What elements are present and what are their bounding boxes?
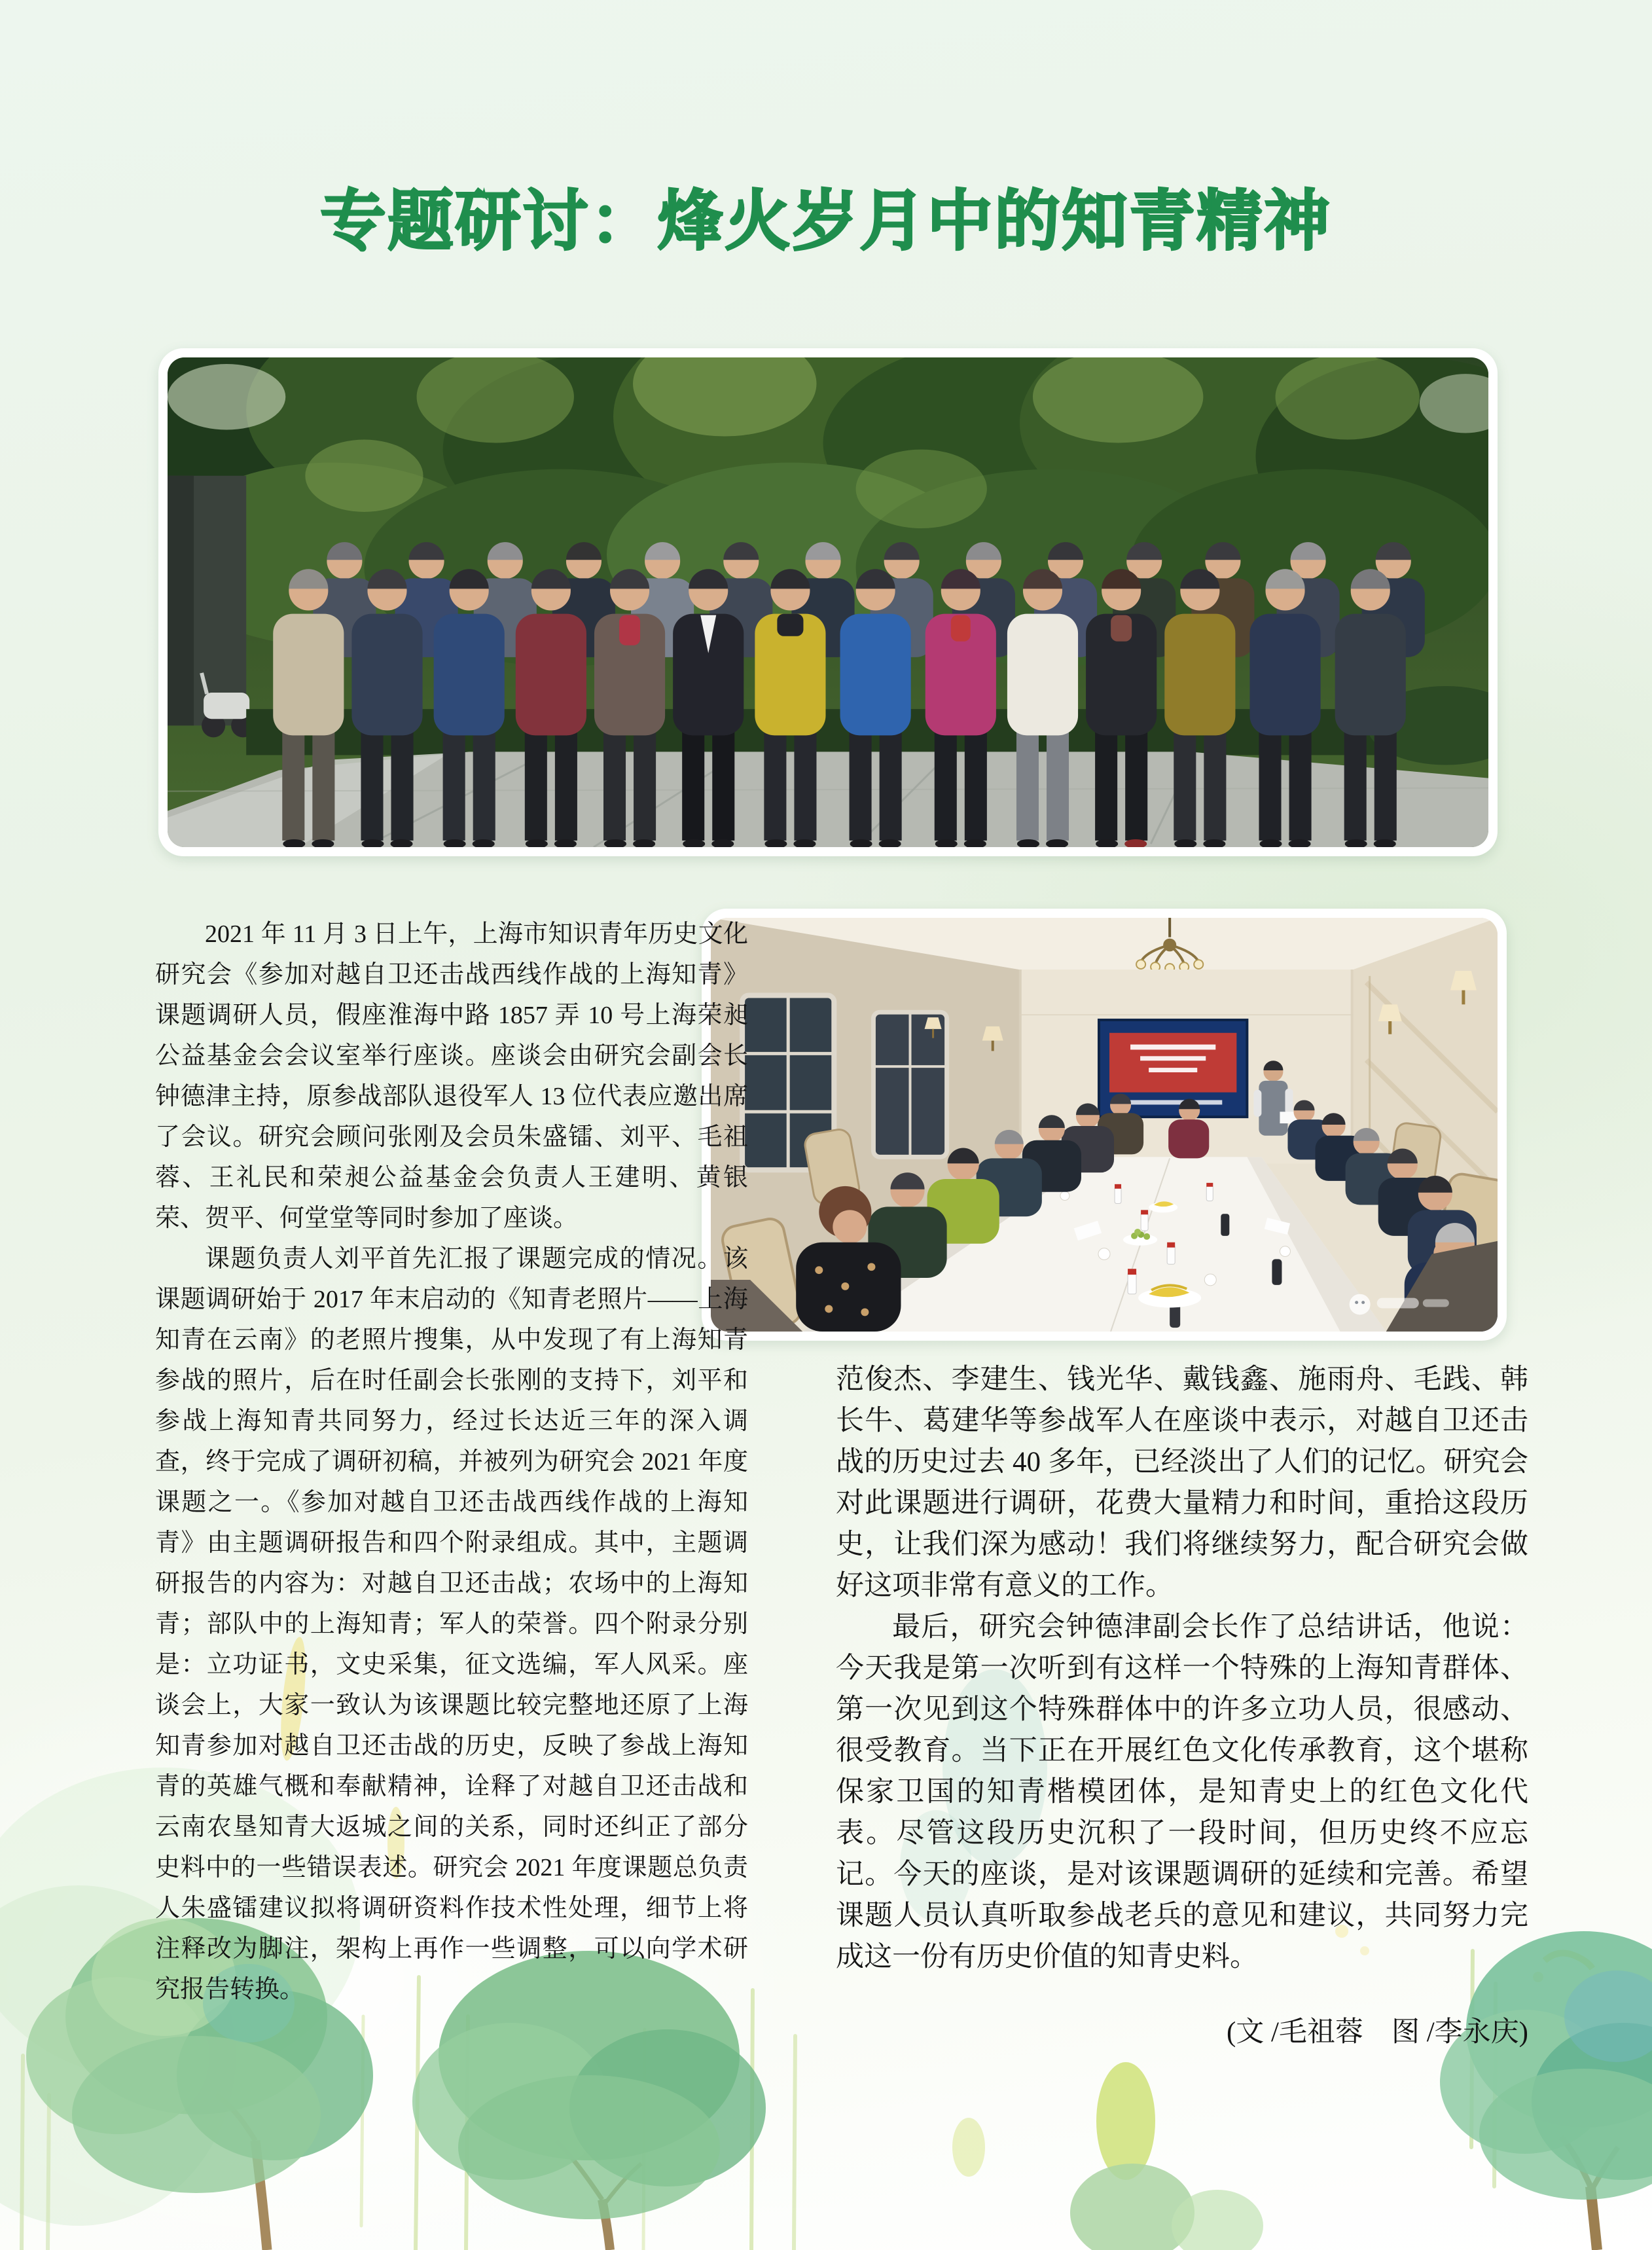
building-and-scooter bbox=[168, 476, 255, 738]
meeting-photo-frame bbox=[711, 918, 1498, 1332]
group-photo bbox=[158, 348, 1498, 856]
paragraph-project-report: 课题负责人刘平首先汇报了课题完成的情况。该课题调研始于 2017 年末启动的《知青老照片——上海知青在云南》的老照片搜集，从中发现了有上海知青参战的照片，后在时任副会长张刚的支持下，刘平和参战上海知青共同努力，经过长达近三年的深入调查，终于完成了调研初稿，并被列为研究会 2021 年度课题之一。《参加对越自卫还击战西线作战的上海知青》由主题调研报告和四个附录组成。其中，主题调研报告的内容为：对越自卫还击战；农场中的上海知青；部队中的上海知青；军人的荣誉。四个附录分别是：立功证书，文史采集，征文选编，军人风采。座谈会上，大家一致认为该课题比较完整地还原了上海知青参加对越自卫还击战的历史，反映了参战上海知青的英雄气概和奉献精神，诠释了对越自卫还击战和云南农垦知青大返城之间的关系，同时还纠正了部分史料中的一些错误表述。研究会 2021 年度课题总负责人朱盛镭建议拟将调研资料作技术性处理，细节上将注释改为脚注，架构上再作一些调整，可以向学术研究报告转换。 bbox=[155, 1245, 748, 2003]
byline: (文 /毛祖蓉 图 /李永庆) bbox=[1226, 2017, 1528, 2048]
paragraph-closing-speech: 最后，研究会钟德津副会长作了总结讲话，他说：今天我是第一次听到有这样一个特殊的上海知青群体、第一次见到这个特殊群体中的许多立功人员，很感动、很受教育。当下正在开展红色文化传承教育，这个堪称保家卫国的知青楷模团体，是知青史上的红色文化代表。尽管这段历史沉积了一段时间，但历史终不应忘记。今天的座谈，是对该课题调研的延续和完善。希望课题人员认真听取参战老兵的意见和建议，共同努力完成这一份有历史价值的知青史料。 bbox=[836, 1612, 1528, 1972]
article-right-column bbox=[836, 1359, 1528, 2053]
article-left-column bbox=[155, 914, 748, 2010]
group-photo-art bbox=[168, 357, 1488, 847]
group-photo-frame bbox=[168, 357, 1488, 847]
meeting-photo bbox=[702, 909, 1507, 1341]
paragraph-meeting-intro: 2021 年 11 月 3 日上午，上海市知识青年历史文化研究会《参加对越自卫还击战西线作战的上海知青》课题调研人员，假座淮海中路 1857 弄 10 号上海荣昶公益基金会会议室举行座谈。座谈会由研究会副会长钟德津主持，原参战部队退役军人 13 位代表应邀出席了会议。研究会顾问张刚及会员朱盛镭、刘平、毛祖蓉、王礼民和荣昶公益基金会负责人王建明、黄银荣、贺平、何堂堂等同时参加了座谈。 bbox=[155, 920, 748, 1232]
page-title: 专题研讨：烽火岁月中的知青精神 bbox=[320, 185, 1332, 258]
meeting-photo-art bbox=[711, 918, 1498, 1332]
paragraph-veterans-remarks: 范俊杰、李建生、钱光华、戴钱鑫、施雨舟、毛践、韩长牛、葛建华等参战军人在座谈中表示，对越自卫还击战的历史过去 40 多年，已经淡出了人们的记忆。研究会对此课题进行调研，花费大量精力和时间，重拾这段历史，让我们深为感动！我们将继续努力，配合研究会做好这项非常有意义的工作。 bbox=[836, 1364, 1528, 1601]
bushes-right-center bbox=[1070, 2164, 1263, 2250]
